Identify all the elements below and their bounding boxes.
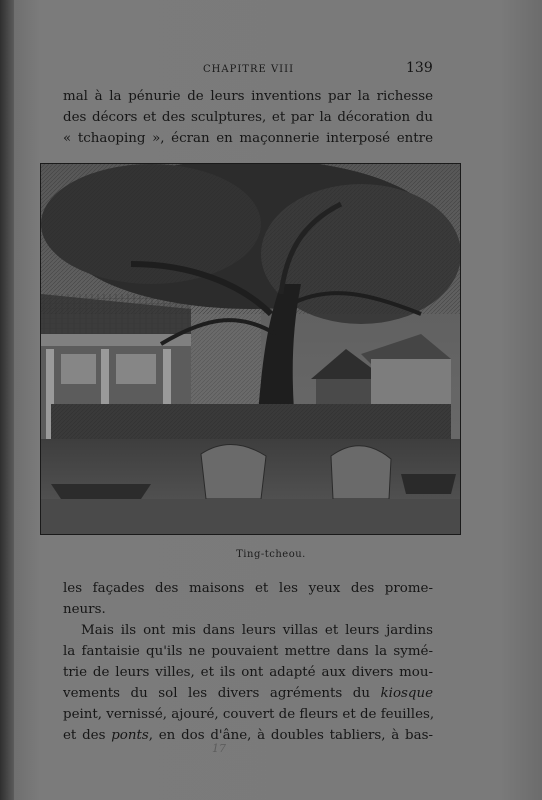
book-spine-shadow bbox=[0, 0, 14, 800]
italic-term-ponts: ponts bbox=[111, 728, 149, 743]
crowd bbox=[51, 404, 451, 444]
text-line: peint, vernissé, ajouré, couvert de fleurs et de feuilles, bbox=[63, 707, 435, 722]
text-line: mal à la pénurie de leurs inventions par la richesse bbox=[63, 89, 433, 104]
figure-caption: Ting-tcheou. bbox=[236, 549, 306, 560]
page-header bbox=[0, 60, 542, 80]
running-head: CHAPITRE VIII bbox=[203, 64, 295, 75]
text-run: et des bbox=[63, 728, 112, 743]
text-run: , en dos d'âne, à doubles tabliers, à bas- bbox=[148, 728, 434, 743]
text-line: les façades des maisons et les yeux des prome- bbox=[63, 581, 433, 596]
text-run: vements du sol les divers agréments du bbox=[63, 686, 381, 701]
text-line: trie de leurs villes, et ils ont adapté aux divers mou- bbox=[63, 665, 433, 680]
text-line: neurs. bbox=[63, 602, 106, 617]
text-line: la fantaisie qu'ils ne pouvaient mettre dans la symé- bbox=[63, 644, 433, 659]
text-line bbox=[63, 725, 433, 746]
page-number: 139 bbox=[406, 60, 433, 76]
paragraph-continued bbox=[63, 86, 433, 149]
italic-term-kiosque: kiosque bbox=[380, 686, 433, 701]
engraving-illustration bbox=[40, 163, 461, 535]
harbor-scene-engraving bbox=[41, 164, 460, 534]
text-line: Mais ils ont mis dans leurs villas et leurs jardins bbox=[81, 623, 433, 638]
text-line bbox=[63, 683, 433, 704]
paragraph-body bbox=[63, 578, 433, 746]
text-line: des décors et des sculptures, et par la décoration du bbox=[63, 110, 433, 125]
signature-mark: 17 bbox=[212, 742, 226, 755]
text-line: « tchaoping », écran en maçonnerie interposé entre bbox=[63, 131, 433, 146]
